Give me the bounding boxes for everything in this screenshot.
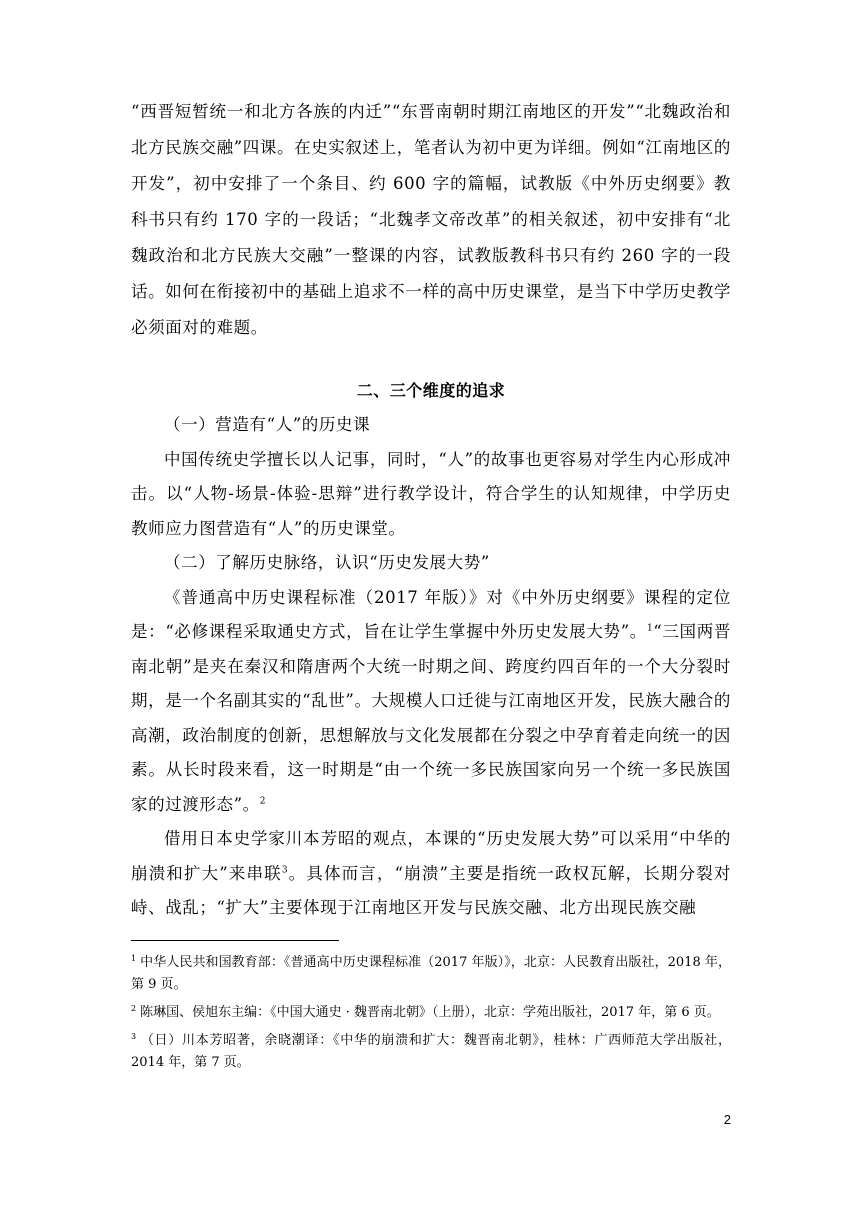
- paragraph-1: 中国传统史学擅长以人记事，同时，“人”的故事也更容易对学生内心形成冲击。以“人物-场景-体验-思辩”进行教学设计，符合学生的认知规律，中学历史教师应力图营造有“人”的历史课堂。: [131, 449, 731, 538]
- footnote-2: [131, 1002, 731, 1024]
- footnote-1: [131, 952, 731, 996]
- footnote-divider: [131, 940, 339, 941]
- paragraph-2-part-a: 《普通高中历史课程标准（2017 年版）》对《中外历史纲要》课程的定位是：“必修课程采取通史方式，旨在让学生掌握中外历史发展大势”。: [131, 587, 731, 641]
- footnote-mark: 2: [131, 1003, 137, 1013]
- section-body: [131, 408, 731, 926]
- footnote-ref-3[interactable]: 3: [281, 865, 289, 875]
- footnote-3: [131, 1030, 731, 1074]
- footnote-ref-2[interactable]: 2: [259, 796, 267, 806]
- paragraph-2: [131, 581, 731, 823]
- footnote-text: 中华人民共和国教育部：《普通高中历史课程标准（2017 年版）》，北京：人民教育出版社，2018 年，第 9 页。: [131, 955, 731, 992]
- paragraph-3-part-b: 。具体而言，“崩溃”主要是指统一政权瓦解，长期分裂对峙、战乱；“扩大”主要体现于江南地区开发与民族交融、北方出现民族交融: [131, 863, 731, 917]
- footnote-mark: 3: [131, 1031, 137, 1041]
- footnote-text: （日）川本芳昭著，余晓潮译：《中华的崩溃和扩大：魏晋南北朝》，桂林：广西师范大学出版社，2014 年，第 7 页。: [131, 1033, 731, 1070]
- subheading-2: （二）了解历史脉络，认识“历史发展大势”: [164, 553, 490, 572]
- footnote-ref-1[interactable]: 1: [646, 623, 654, 634]
- intro-section: [131, 94, 731, 346]
- paragraph-2-part-b: “三国两晋南北朝”是夹在秦汉和隋唐两个大统一时期之间、跨度约四百年的一个大分裂时期，是一个名副其实的“乱世”。大规模人口迁徙与江南地区开发，民族大融合的高潮，政治制度的创新，思想解放与文化发展都在分裂之中孕育着走向统一的因素。从长时段来看，这一时期是“由一个统一多民族国家向另一个统一多民族国家的过渡形态”。: [131, 622, 731, 814]
- paragraph-3-part-a: 借用日本史学家川本芳昭的观点，本课的“历史发展大势”可以采用“中华的崩溃和扩大”来串联: [131, 829, 731, 883]
- footnote-mark: 1: [131, 953, 137, 963]
- intro-paragraph: “西晋短暂统一和北方各族的内迁”“东晋南朝时期江南地区的开发”“北魏政治和北方民族交融”四课。在史实叙述上，笔者认为初中更为详细。例如“江南地区的开发”，初中安排了一个条目、约 600 字的篇幅，试教版《中外历史纲要》教科书只有约 170 字的一段话；“北魏孝文帝改革”的相关叙述，初中安排有“北魏政治和北方民族大交融”一整课的内容，试教版教科书只有约 260 字的一段话。如何在衔接初中的基础上追求不一样的高中历史课堂，是当下中学历史教学必须面对的难题。: [131, 102, 731, 337]
- footnote-text: 陈琳国、侯旭东主编：《中国大通史 · 魏晋南北朝》（上册），北京：学苑出版社，2017 年，第 6 页。: [140, 1005, 720, 1020]
- subheading-1: （一）营造有“人”的历史课: [164, 415, 371, 434]
- page-number: 2: [723, 1112, 731, 1127]
- footnotes: [131, 952, 731, 1080]
- paragraph-3: [131, 822, 731, 926]
- section-title: 二、三个维度的追求: [356, 381, 506, 400]
